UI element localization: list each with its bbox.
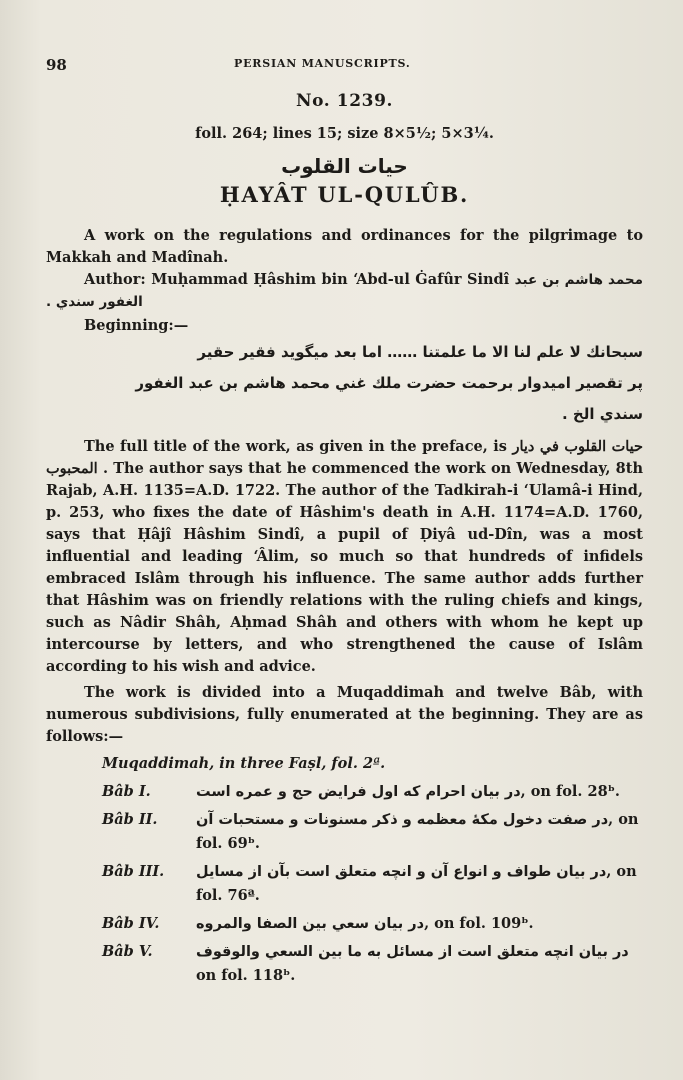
manuscript-physical-description: foll. 264; lines 15; size 8×5½; 5×3¼.	[195, 125, 494, 142]
work-description: A work on the regulations and ordinances for the pilgrimage to Makkah and Madînah.	[46, 227, 643, 266]
toc-item-label: Bâb II.	[102, 811, 158, 828]
author-line	[46, 269, 643, 313]
toc-item-body	[196, 780, 643, 804]
toc-item-ref: , on fol. 109ᵇ.	[424, 915, 534, 932]
toc-intro: Muqaddimah, in three Faṣl, fol. 2ª.	[102, 755, 386, 772]
table-of-contents	[46, 752, 643, 988]
toc-item	[46, 780, 643, 804]
toc-item-arabic: در بيان احرام كه اول فرايض حج و عمره است	[196, 784, 521, 800]
toc-item-ref: , on fol. 76ª.	[196, 863, 637, 904]
full-title-paragraph: The full title of the work, as given in the preface, is حيات القلوب في ديار المحبوب . The author says that he commenced the work on Wednesday, 8th Rajab, A.H. 1135=A.D. 1722. The author of the Tadkirah-i ʻUlamâ-i Hind, p. 253, who fixes the date of Hâshim's death in A.H. 1174=A.D. 1760, says that Ḥâjî Hâshim Sindî, a pupil of Ḍiyâ ud-Dîn, was a most influential and leading ʻÂlim, so much so that hundreds of infidels embraced Islâm through his influence. The same author adds further that Hâshim was on friendly relations with the ruling chiefs and kings, such as Nâdir Shâh, Aḥmad Shâh and others with whom he kept up intercourse by letters, and who strengthened the cause of Islâm according to his wish and advice.	[46, 438, 643, 675]
toc-item-label: Bâb V.	[102, 943, 153, 960]
toc-item-label: Bâb I.	[102, 783, 151, 800]
toc-item-body	[196, 912, 643, 936]
running-title: PERSIAN MANUSCRIPTS.	[234, 57, 411, 70]
toc-item-body	[196, 940, 643, 988]
toc-item	[46, 808, 643, 856]
author-name-arabic: محمد هاشم بن عبد الغفور سندي .	[46, 272, 643, 310]
beginning-text	[46, 337, 643, 430]
running-head	[46, 52, 643, 78]
toc-item	[46, 912, 643, 936]
beginning-line: سندي الخ .	[561, 405, 643, 423]
page-number: 98	[46, 56, 67, 74]
work-title-arabic: حيات القلوب	[281, 154, 408, 178]
toc-item-ref: , on fol. 69ᵇ.	[196, 811, 639, 852]
toc-item-body	[196, 808, 643, 856]
toc-item-arabic: در بيان انچه متعلق است از مسائل به ما بين السعي والوقوف	[196, 944, 629, 960]
toc-item-label: Bâb IV.	[102, 915, 160, 932]
beginning-line: پر تقصير اميدوار برحمت حضرت ملك غني محمد هاشم بن عبد الغفور	[135, 374, 643, 392]
beginning-line: سبحانك لا علم لنا الا ما علمتنا …… اما بعد ميگويد فقير حقير	[197, 343, 643, 361]
toc-item-body	[196, 860, 643, 908]
beginning-label: Beginning:—	[84, 317, 189, 334]
toc-item-label: Bâb III.	[102, 863, 165, 880]
toc-item	[46, 860, 643, 908]
author-name: Muḥammad Ḥâshim bin ʻAbd-ul Ġafûr Sindî	[151, 271, 510, 288]
manuscript-number: No. 1239.	[295, 91, 394, 111]
toc-item-arabic: در بيان سعي بين الصفا والمروه	[196, 916, 425, 932]
author-label: Author:	[84, 271, 146, 288]
toc-item	[46, 940, 643, 988]
toc-item-ref: on fol. 118ᵇ.	[196, 967, 296, 984]
toc-item-arabic: در بيان طواف و انواع آن و انچه متعلق است بآن از مسايل	[196, 864, 607, 880]
structure-paragraph: The work is divided into a Muqaddimah and twelve Bâb, with numerous subdivisions, fully enumerated at the beginning. They are as follows:—	[46, 684, 643, 745]
work-title: ḤAYÂT UL-QULÛB.	[219, 182, 470, 207]
toc-item-ref: , on fol. 28ᵇ.	[520, 783, 620, 800]
toc-item-arabic: در صفت دخول مكهٔ معظمه و ذكر مسنونات و مستحبات آن	[196, 812, 609, 828]
